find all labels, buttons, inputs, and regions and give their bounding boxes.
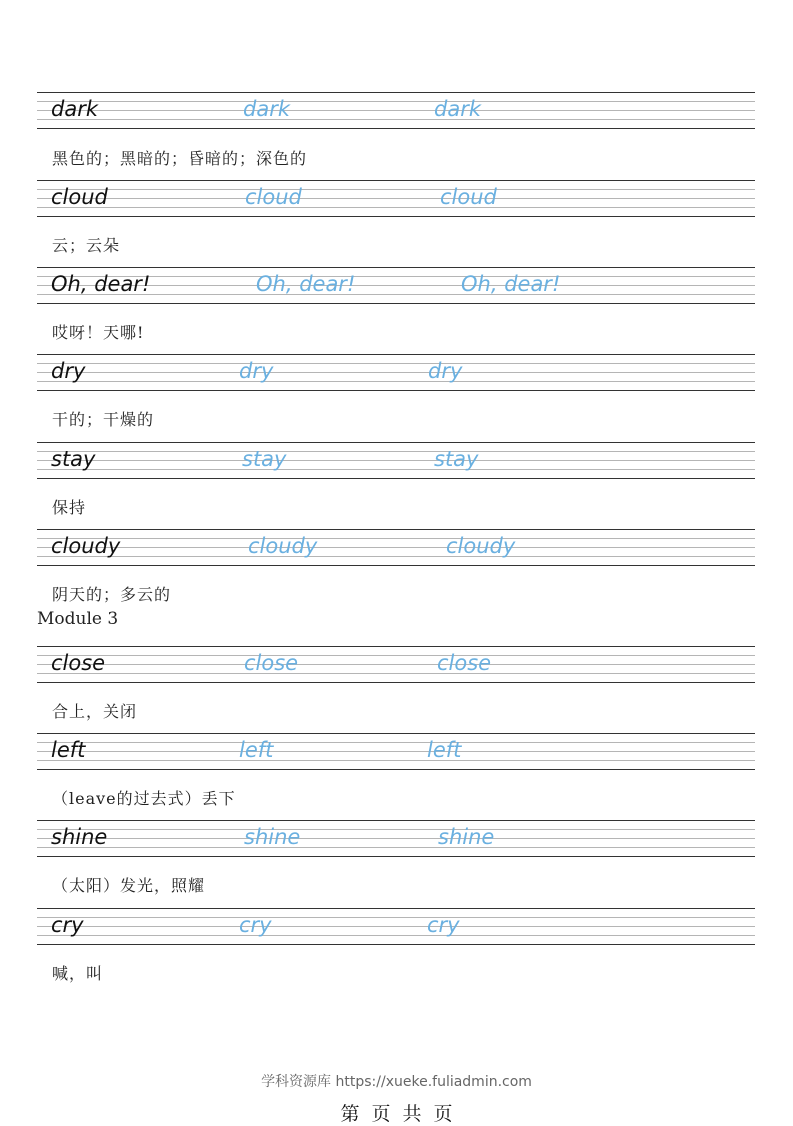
guide-line <box>37 760 755 761</box>
trace-word: Oh, dear! <box>461 272 561 296</box>
trace-word: cloud <box>440 185 497 209</box>
base-line <box>37 682 755 683</box>
base-line <box>37 565 755 566</box>
word-meaning: （leave的过去式）丢下 <box>52 789 236 808</box>
top-line <box>37 442 755 443</box>
guide-line <box>37 538 755 539</box>
module-heading: Module 3 <box>37 609 119 629</box>
guide-line <box>37 926 755 927</box>
guide-line <box>37 363 755 364</box>
guide-line <box>37 372 755 373</box>
trace-word: dark <box>243 97 290 121</box>
trace-word: dry <box>239 359 274 383</box>
vocab-word: dark <box>51 97 98 121</box>
trace-word: shine <box>244 825 301 849</box>
base-line <box>37 390 755 391</box>
writing-row <box>37 267 755 304</box>
base-line <box>37 303 755 304</box>
base-line <box>37 856 755 857</box>
base-line <box>37 216 755 217</box>
trace-word: cry <box>427 913 460 937</box>
guide-line <box>37 673 755 674</box>
vocab-word: left <box>51 738 86 762</box>
vocab-word: shine <box>51 825 108 849</box>
top-line <box>37 820 755 821</box>
vocab-word: cloudy <box>51 534 121 558</box>
word-meaning: 保持 <box>52 498 87 517</box>
guide-line <box>37 829 755 830</box>
guide-line <box>37 451 755 452</box>
writing-row <box>37 646 755 683</box>
writing-row <box>37 92 755 129</box>
guide-line <box>37 198 755 199</box>
trace-word: close <box>244 651 299 675</box>
vocab-word: cloud <box>51 185 108 209</box>
guide-line <box>37 207 755 208</box>
base-line <box>37 944 755 945</box>
word-meaning: 黑色的；黑暗的；昏暗的；深色的 <box>52 149 308 168</box>
top-line <box>37 180 755 181</box>
trace-word: close <box>437 651 492 675</box>
top-line <box>37 529 755 530</box>
top-line <box>37 908 755 909</box>
word-meaning: 哎呀！天哪! <box>52 323 145 342</box>
vocab-word: dry <box>51 359 86 383</box>
guide-line <box>37 847 755 848</box>
guide-line <box>37 655 755 656</box>
trace-word: shine <box>438 825 495 849</box>
guide-line <box>37 664 755 665</box>
guide-line <box>37 751 755 752</box>
source-footer: 学科资源库 https://xueke.fuliadmin.com <box>261 1074 532 1090</box>
word-meaning: 干的；干燥的 <box>52 410 155 429</box>
top-line <box>37 646 755 647</box>
writing-row <box>37 820 755 857</box>
trace-word: Oh, dear! <box>256 272 356 296</box>
guide-line <box>37 189 755 190</box>
writing-row <box>37 908 755 945</box>
guide-line <box>37 556 755 557</box>
guide-line <box>37 917 755 918</box>
guide-line <box>37 742 755 743</box>
trace-word: stay <box>434 447 479 471</box>
guide-line <box>37 119 755 120</box>
guide-line <box>37 838 755 839</box>
writing-row <box>37 733 755 770</box>
vocab-word: stay <box>51 447 96 471</box>
page-number: 第 页 共 页 <box>340 1103 453 1125</box>
top-line <box>37 733 755 734</box>
trace-word: stay <box>242 447 287 471</box>
word-meaning: 阴天的；多云的 <box>52 585 172 604</box>
base-line <box>37 128 755 129</box>
vocab-word: Oh, dear! <box>51 272 151 296</box>
writing-row <box>37 354 755 391</box>
guide-line <box>37 547 755 548</box>
trace-word: cloudy <box>248 534 318 558</box>
word-meaning: 云；云朵 <box>52 236 121 255</box>
trace-word: dry <box>428 359 463 383</box>
trace-word: cloudy <box>446 534 516 558</box>
trace-word: cloud <box>245 185 302 209</box>
writing-row <box>37 529 755 566</box>
word-meaning: 合上，关闭 <box>52 702 138 721</box>
guide-line <box>37 460 755 461</box>
trace-word: dark <box>434 97 481 121</box>
base-line <box>37 769 755 770</box>
word-meaning: 喊，叫 <box>52 964 104 983</box>
top-line <box>37 267 755 268</box>
top-line <box>37 92 755 93</box>
trace-word: left <box>239 738 274 762</box>
writing-row <box>37 180 755 217</box>
base-line <box>37 478 755 479</box>
word-meaning: （太阳）发光，照耀 <box>52 876 206 895</box>
vocab-word: close <box>51 651 106 675</box>
trace-word: cry <box>239 913 272 937</box>
trace-word: left <box>427 738 462 762</box>
guide-line <box>37 381 755 382</box>
writing-row <box>37 442 755 479</box>
top-line <box>37 354 755 355</box>
guide-line <box>37 469 755 470</box>
vocab-word: cry <box>51 913 84 937</box>
guide-line <box>37 935 755 936</box>
guide-line <box>37 110 755 111</box>
guide-line <box>37 101 755 102</box>
